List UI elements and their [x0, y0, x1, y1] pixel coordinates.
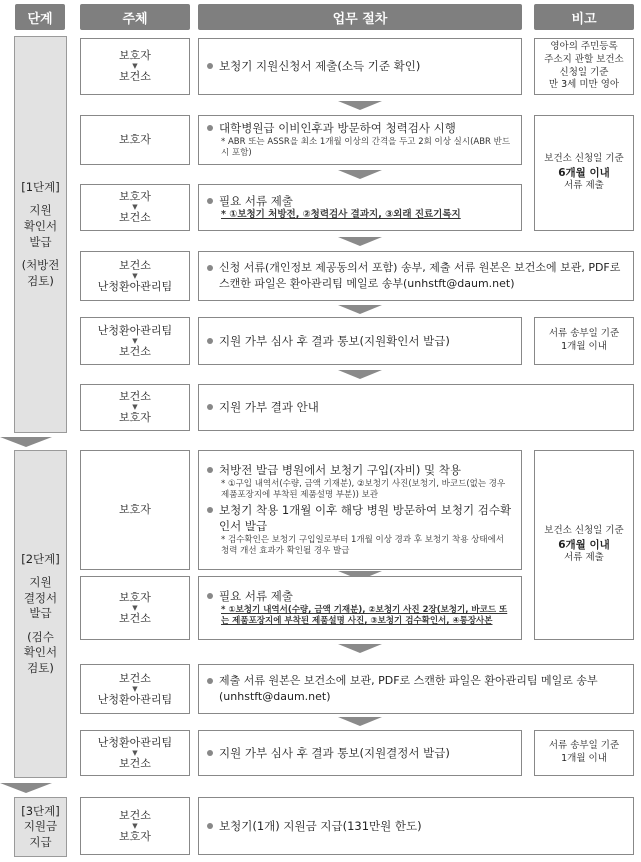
note-emphasis: 6개월 이내: [558, 166, 610, 179]
procedure-text: 보청기 지원신청서 제출(소득 기준 확인): [219, 59, 421, 74]
stage-2-line: 발급: [29, 606, 52, 621]
down-arrow-icon: ▼: [132, 62, 138, 70]
procedure-text: 처방전 발급 병원에서 보청기 구입(자비) 및 착용: [219, 463, 461, 478]
procedure-note: * 검수확인은 보청기 구입일로부터 1개월 이상 경과 후 보청기 착용 상태에서 청력 개선 효과가 확인될 경우 발급: [221, 535, 505, 557]
down-arrow-icon: ▼: [132, 271, 138, 280]
procedure-box: [198, 450, 522, 570]
subject-from: 보호자: [119, 503, 151, 517]
subject-from: 보호자: [119, 590, 151, 604]
note-box: [534, 115, 634, 231]
flow-arrow-icon: [338, 644, 382, 653]
stage-2-line: 지원: [29, 575, 52, 590]
subject-from: 보건소: [119, 390, 151, 404]
subject-to: 보건소: [119, 70, 151, 83]
stage-arrow: [0, 437, 52, 447]
procedure-box: [198, 664, 634, 714]
subject-from: 보건소: [119, 671, 151, 685]
note-box: [534, 450, 634, 640]
stage-3: [14, 797, 67, 857]
note-line: 서류 송부일 기준: [548, 740, 620, 752]
flow-arrow-icon: [338, 370, 382, 379]
bullet-icon: [207, 338, 213, 344]
note-line: 1개월 이내: [561, 753, 607, 764]
note-line: 주소지 관할 보건소: [544, 53, 624, 65]
subject-to: 보건소: [119, 344, 151, 358]
subject-from: 보호자: [119, 190, 151, 204]
subject-to: 보건소: [119, 611, 151, 625]
stage-arrow: [0, 783, 52, 793]
bullet-icon: [207, 593, 213, 599]
subject-box: [80, 730, 190, 776]
stage-3-line: [3단계]: [21, 803, 60, 818]
header-subject: 주체: [80, 4, 190, 30]
procedure-text: 지원 가부 심사 후 결과 통보(지원확인서 발급): [219, 333, 450, 348]
procedure-text: 제출 서류 원본은 보건소에 보관, PDF로 스캔한 파일은 환아관리팀 메일로 송부(unhstft@daum.net): [219, 674, 598, 703]
stage-1-line: 지원: [29, 203, 52, 218]
subject-box: [80, 115, 190, 165]
note-line: 서류 제출: [564, 180, 604, 192]
subject-to: 보건소: [119, 756, 151, 770]
bullet-icon: [207, 678, 213, 684]
bullet-icon: [207, 507, 213, 513]
stage-1-line: 검토): [27, 273, 54, 288]
note-line: 보건소 신청일 기준: [544, 525, 624, 537]
down-arrow-icon: ▼: [132, 403, 138, 411]
procedure-text: 보청기 착용 1개월 이후 해당 병원 방문하여 보청기 검수확인서 발급: [219, 502, 512, 534]
down-arrow-icon: ▼: [132, 203, 138, 211]
bullet-icon: [207, 125, 213, 131]
flow-arrow-icon: [338, 717, 382, 726]
stage-1-line: (처방전: [21, 258, 60, 273]
procedure-note: * ①보청기 처방전, ②청력검사 결과지, ③외래 진료기록지: [221, 209, 461, 221]
subject-box: [80, 251, 190, 301]
header-note: 비고: [534, 4, 634, 30]
note-line: 보건소 신청일 기준: [544, 153, 624, 165]
header-procedure: 업무 절차: [198, 4, 522, 30]
procedure-box: [198, 251, 634, 301]
subject-box: [80, 664, 190, 714]
note-line: 1개월 이내: [561, 341, 607, 352]
flow-arrow-icon: [338, 170, 382, 179]
procedure-box: [198, 797, 634, 855]
procedure-text: 지원 가부 결과 안내: [219, 400, 319, 415]
note-box: [534, 317, 634, 365]
stage-1-line: 발급: [29, 234, 52, 249]
procedure-box: [198, 576, 522, 640]
subject-from: 보호자: [119, 49, 151, 63]
note-line: 서류 제출: [564, 552, 604, 564]
subject-box: [80, 450, 190, 570]
stage-1-line: [1단계]: [21, 179, 60, 194]
down-arrow-icon: ▼: [132, 603, 138, 612]
bullet-icon: [207, 823, 213, 829]
subject-box: [80, 384, 190, 431]
subject-to: 보호자: [119, 829, 151, 843]
note-line: 신청일 기준: [559, 66, 609, 78]
procedure-text: 대학병원급 이비인후과 방문하여 청력검사 시행: [219, 121, 456, 136]
subject-to: 보건소: [119, 211, 151, 224]
procedure-text: 보청기(1개) 지원금 지급(131만원 한도): [219, 818, 422, 833]
stage-2-line: 결정서: [23, 590, 58, 605]
subject-box: [80, 38, 190, 95]
subject-box: [80, 797, 190, 855]
subject-box: [80, 576, 190, 640]
procedure-text: 지원 가부 심사 후 결과 통보(지원결정서 발급): [219, 745, 450, 760]
subject-from: 난청환아관리팀: [97, 323, 173, 337]
note-line: 서류 송부일 기준: [548, 328, 620, 340]
subject-box: [80, 317, 190, 365]
bullet-icon: [207, 63, 213, 69]
procedure-box: [198, 184, 522, 231]
subject-to: 보호자: [119, 411, 151, 424]
subject-from: 보건소: [119, 258, 151, 272]
note-box: [534, 730, 634, 776]
procedure-text: 필요 서류 제출: [219, 193, 293, 208]
subject-to: 난청환아관리팀: [97, 279, 173, 293]
stage-3-line: 지원금: [23, 819, 58, 834]
flow-arrow-icon: [338, 237, 382, 246]
stage-2-line: [2단계]: [21, 551, 60, 566]
procedure-note: * ①보청기 내역서(수량, 금액 기재분), ②보청기 사진 2장(보청기, 바코드 또는 제품포장지에 부착된 제품설명 사진, ③보청기 검수확인서, ④통장사본: [221, 604, 508, 627]
note-line: 만 3세 미만 영아: [548, 79, 620, 91]
bullet-icon: [207, 198, 213, 204]
subject-from: 보호자: [119, 133, 151, 147]
procedure-box: [198, 115, 522, 165]
down-arrow-icon: ▼: [132, 336, 138, 345]
bullet-icon: [207, 265, 213, 271]
stage-2-line: 확인서: [23, 645, 58, 660]
subject-from: 난청환아관리팀: [97, 735, 173, 749]
procedure-box: [198, 38, 522, 95]
down-arrow-icon: ▼: [132, 684, 138, 693]
note-line: 영아의 주민등록: [550, 40, 618, 52]
down-arrow-icon: ▼: [132, 821, 138, 830]
stage-2-line: 검토): [27, 660, 54, 675]
down-arrow-icon: ▼: [132, 748, 138, 757]
bullet-icon: [207, 404, 213, 410]
subject-from: 보건소: [119, 808, 151, 822]
subject-to: 난청환아관리팀: [97, 692, 173, 706]
procedure-text: 신청 서류(개인정보 제공동의서 포함) 송부, 제출 서류 원본은 보건소에 보관, PDF로 스캔한 파일은 환아관리팀 메일로 송부(unhstft@daum.net): [219, 261, 621, 290]
bullet-icon: [207, 750, 213, 756]
flow-arrow-icon: [338, 305, 382, 314]
stage-1: [14, 36, 67, 433]
procedure-box: [198, 317, 522, 365]
procedure-note: * ①구입 내역서(수량, 금액 기재분), ②보청기 사진(보청기, 바코드(없는 경우 제품포장지에 부착된 제품설명 부분)) 보관: [221, 478, 506, 501]
stage-1-line: 확인서: [23, 218, 58, 233]
flow-arrow-icon: [338, 101, 382, 110]
procedure-note: * ABR 또는 ASSR을 최소 1개월 이상의 간격을 두고 2회 이상 실시(ABR 반드시 포함): [221, 136, 511, 159]
header-stage: 단계: [15, 4, 65, 30]
note-emphasis: 6개월 이내: [558, 538, 610, 551]
stage-2: [14, 450, 67, 778]
procedure-box: [198, 384, 634, 431]
stage-3-line: 지급: [29, 834, 52, 849]
procedure-box: [198, 730, 522, 776]
procedure-text: 필요 서류 제출: [219, 589, 293, 604]
stage-2-line: (검수: [27, 629, 54, 644]
note-box: [534, 38, 634, 95]
subject-box: [80, 184, 190, 231]
bullet-icon: [207, 467, 213, 473]
